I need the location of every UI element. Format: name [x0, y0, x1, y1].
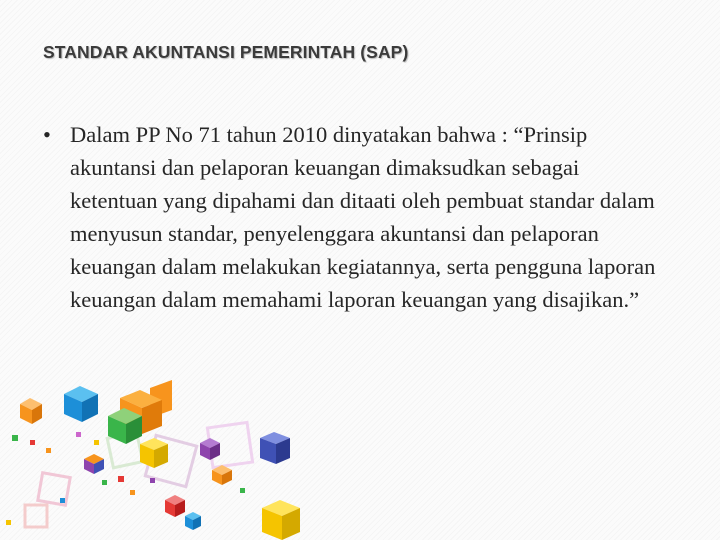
slide-title: STANDAR AKUNTANSI PEMERINTAH (SAP)	[43, 42, 409, 62]
colorful-cubes-graphic	[0, 380, 340, 540]
bullet-item	[43, 118, 663, 316]
bullet-text: Dalam PP No 71 tahun 2010 dinyatakan bahwa : “Prinsip akuntansi dan pelaporan keuangan dimaksudkan sebagai ketentuan yang dipahami dan ditaati oleh pembuat standar dalam menyusun standar, penyelenggara akuntansi dan pelaporan keuangan dalam melakukan kegiatannya, serta pengguna laporan keuangan dalam memahami laporan keuangan yang disajikan.”	[70, 122, 656, 312]
bullet-marker: •	[43, 122, 51, 147]
bullet-list	[43, 118, 663, 316]
